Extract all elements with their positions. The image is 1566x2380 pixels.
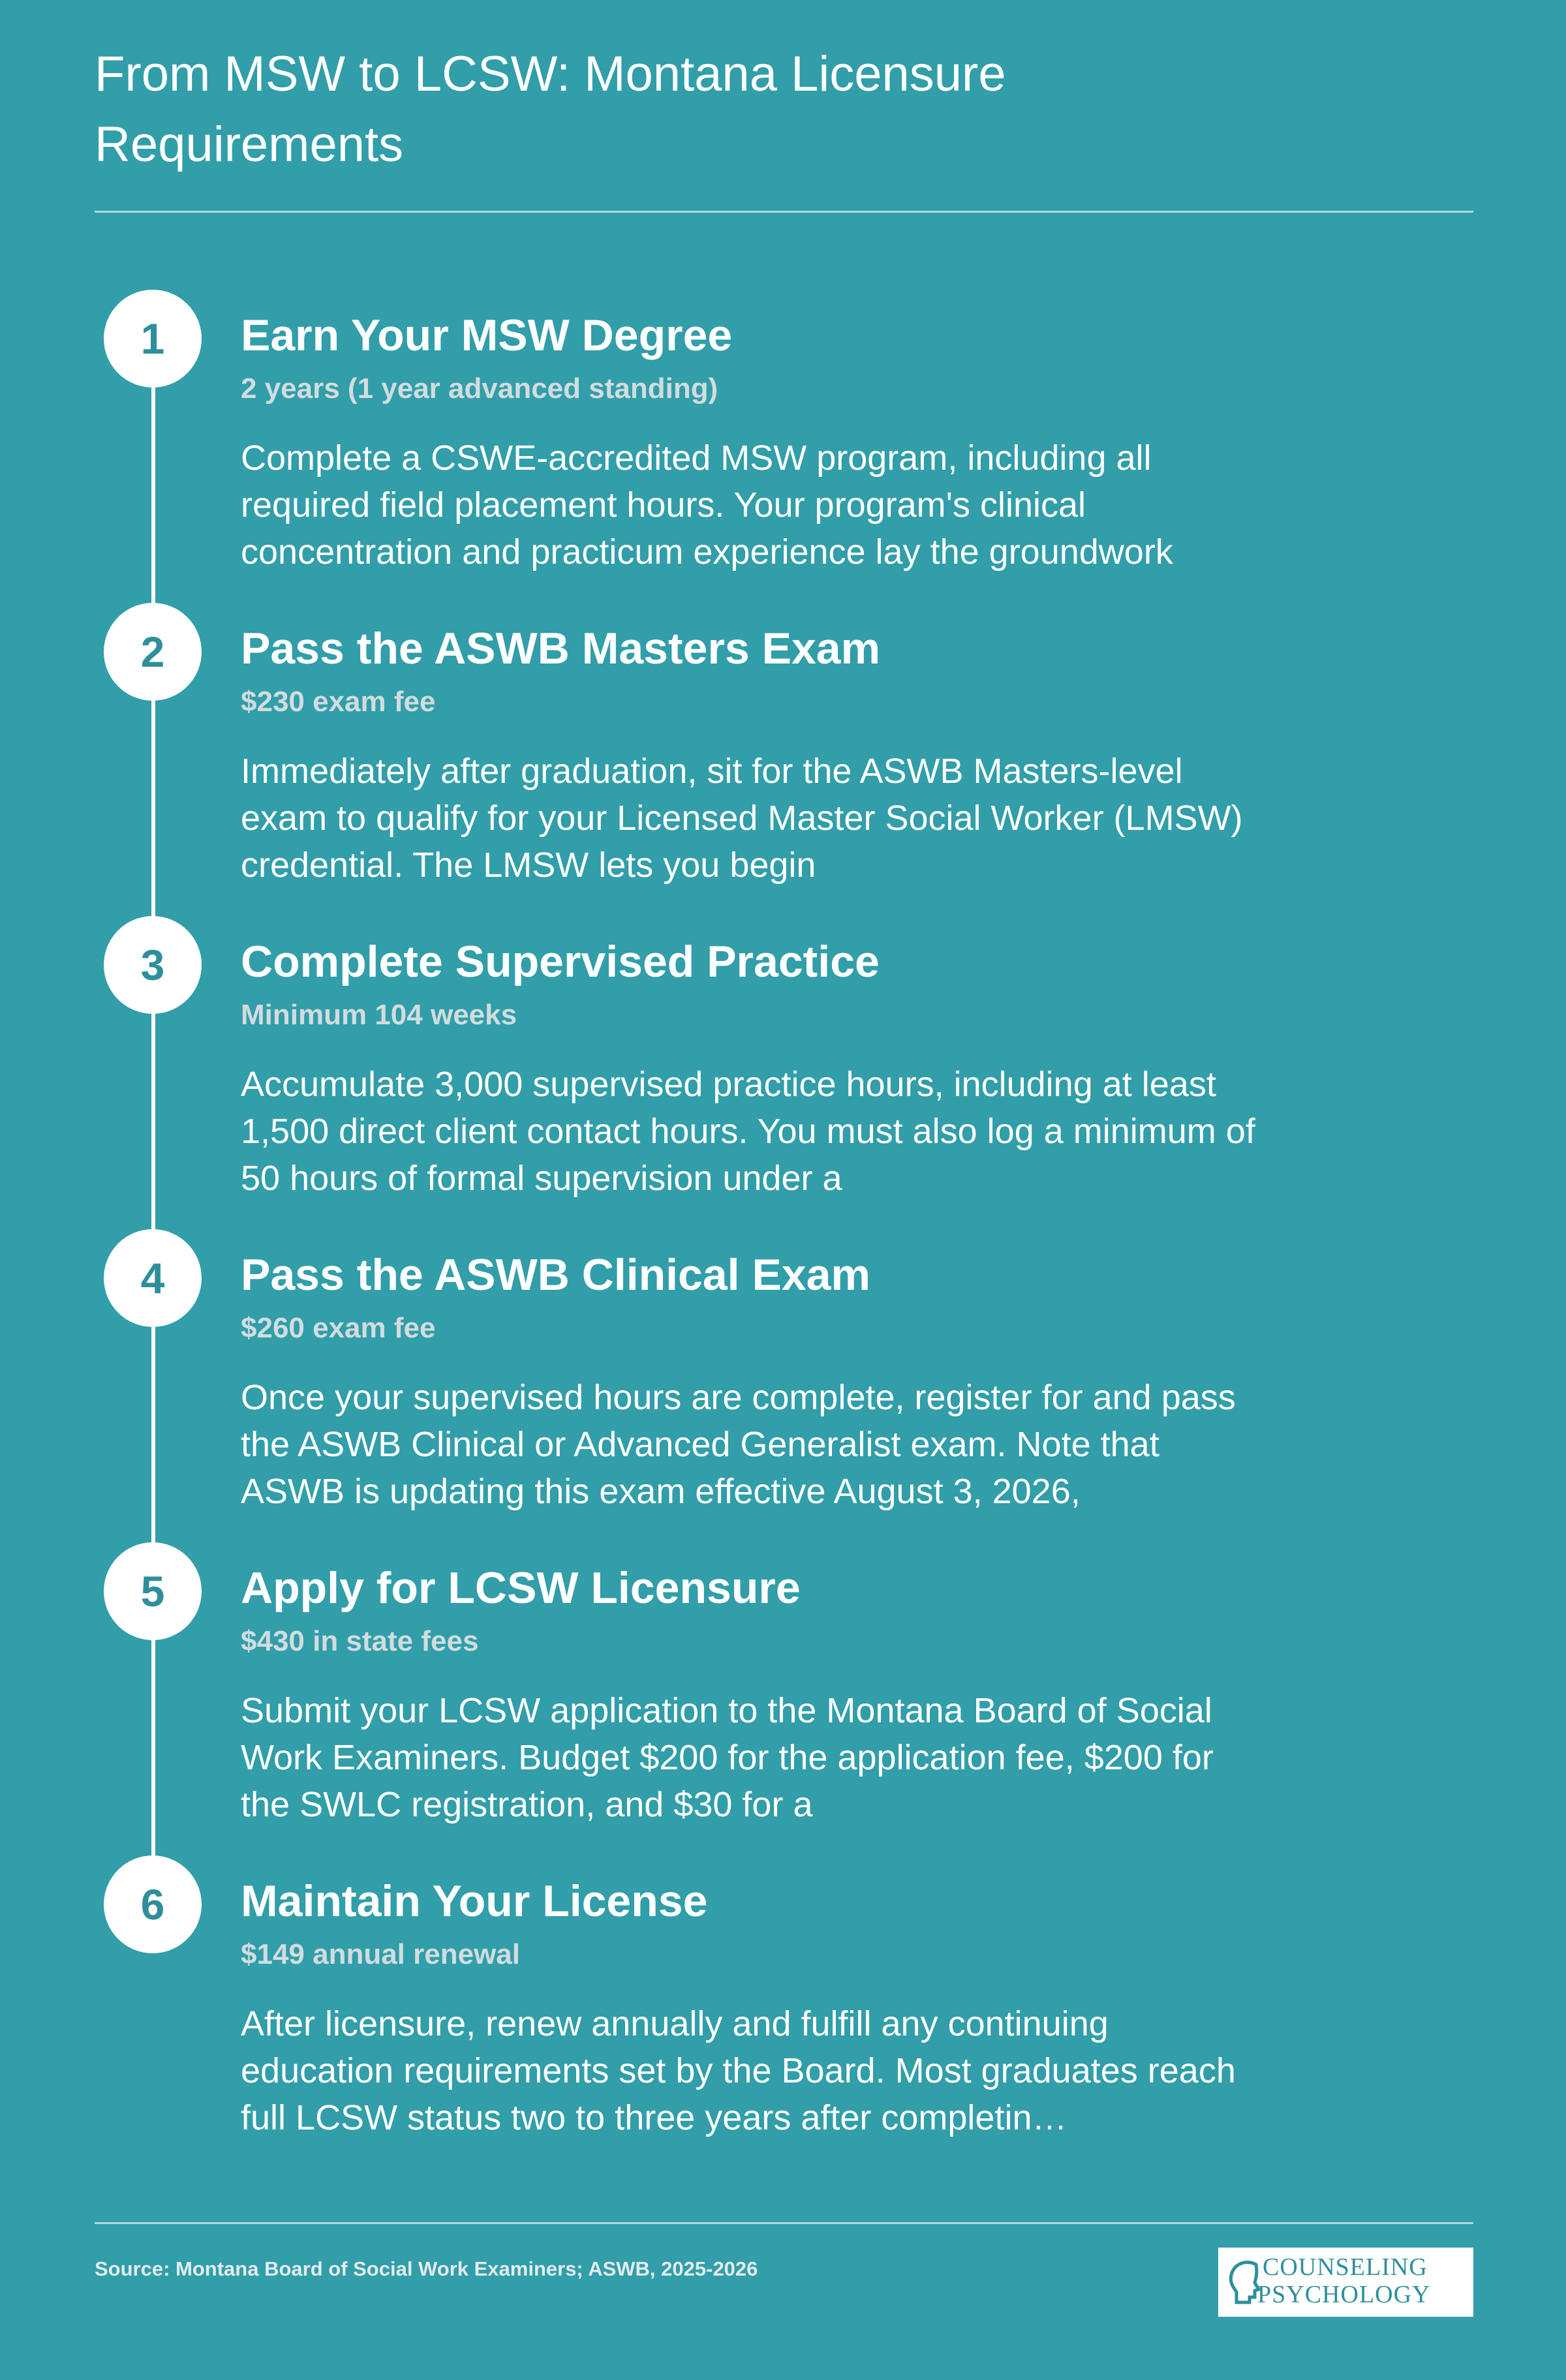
step-description: After licensure, renew annually and fulfill any continuing education requirements set by the Board. Most graduates reach full LCSW status two to three years after completin… <box>241 2004 1236 2137</box>
logo-line-2: PSYCHOLOGY <box>1257 2281 1431 2308</box>
step-number-badge: 6 <box>104 1855 202 1953</box>
logo-line-1: COUNSELING <box>1263 2253 1428 2281</box>
page-title: From MSW to LCSW: Montana Licensure Requirements <box>95 46 1006 172</box>
step-title: Complete Supervised Practice <box>241 937 880 986</box>
step-description: Immediately after graduation, sit for the ASWB Masters-level exam to qualify for your Licensed Master Social Worker (LMSW) credential. The LMSW lets you begin <box>241 752 1243 885</box>
step-description: Submit your LCSW application to the Montana Board of Social Work Examiners. Budget $200 for the application fee, $200 for the SWLC registration, and $30 for a <box>241 1691 1214 1824</box>
step-description: Complete a CSWE-accredited MSW program, including all required field placement hours. Your program's clinical concentration and practicum experience lay the groundwork <box>241 438 1173 572</box>
infographic <box>95 0 1473 2380</box>
header-divider <box>95 211 1473 213</box>
step-title: Pass the ASWB Clinical Exam <box>241 1250 870 1300</box>
step-title: Maintain Your License <box>241 1876 708 1926</box>
source-note: Source: Montana Board of Social Work Examiners; ASWB, 2025-2026 <box>95 2257 758 2280</box>
step-meta: $230 exam fee <box>241 686 436 718</box>
step-meta: $149 annual renewal <box>241 1938 520 1970</box>
step-number-badge: 4 <box>104 1229 202 1327</box>
step-number-badge: 3 <box>104 916 202 1014</box>
footer-divider <box>95 2222 1473 2224</box>
step-title: Earn Your MSW Degree <box>241 311 733 360</box>
step-meta: $260 exam fee <box>241 1312 436 1344</box>
step-description: Once your supervised hours are complete, register for and pass the ASWB Clinical or Advanced Generalist exam. Note that ASWB is updating this exam effective August 3, 2026, <box>241 1378 1236 1511</box>
counseling-psychology-logo[interactable] <box>1218 2248 1473 2317</box>
timeline-line <box>151 339 155 1905</box>
step-meta: Minimum 104 weeks <box>241 999 517 1031</box>
step-number-badge: 1 <box>104 290 202 388</box>
step-meta: 2 years (1 year advanced standing) <box>241 373 718 404</box>
step-title: Pass the ASWB Masters Exam <box>241 624 881 673</box>
step-meta: $430 in state fees <box>241 1625 479 1657</box>
step-title: Apply for LCSW Licensure <box>241 1563 801 1613</box>
step-number-badge: 2 <box>104 603 202 701</box>
step-number-badge: 5 <box>104 1542 202 1640</box>
step-description: Accumulate 3,000 supervised practice hours, including at least 1,500 direct client contact hours. You must also log a minimum of 50 hours of formal supervision under a <box>241 1065 1255 1198</box>
